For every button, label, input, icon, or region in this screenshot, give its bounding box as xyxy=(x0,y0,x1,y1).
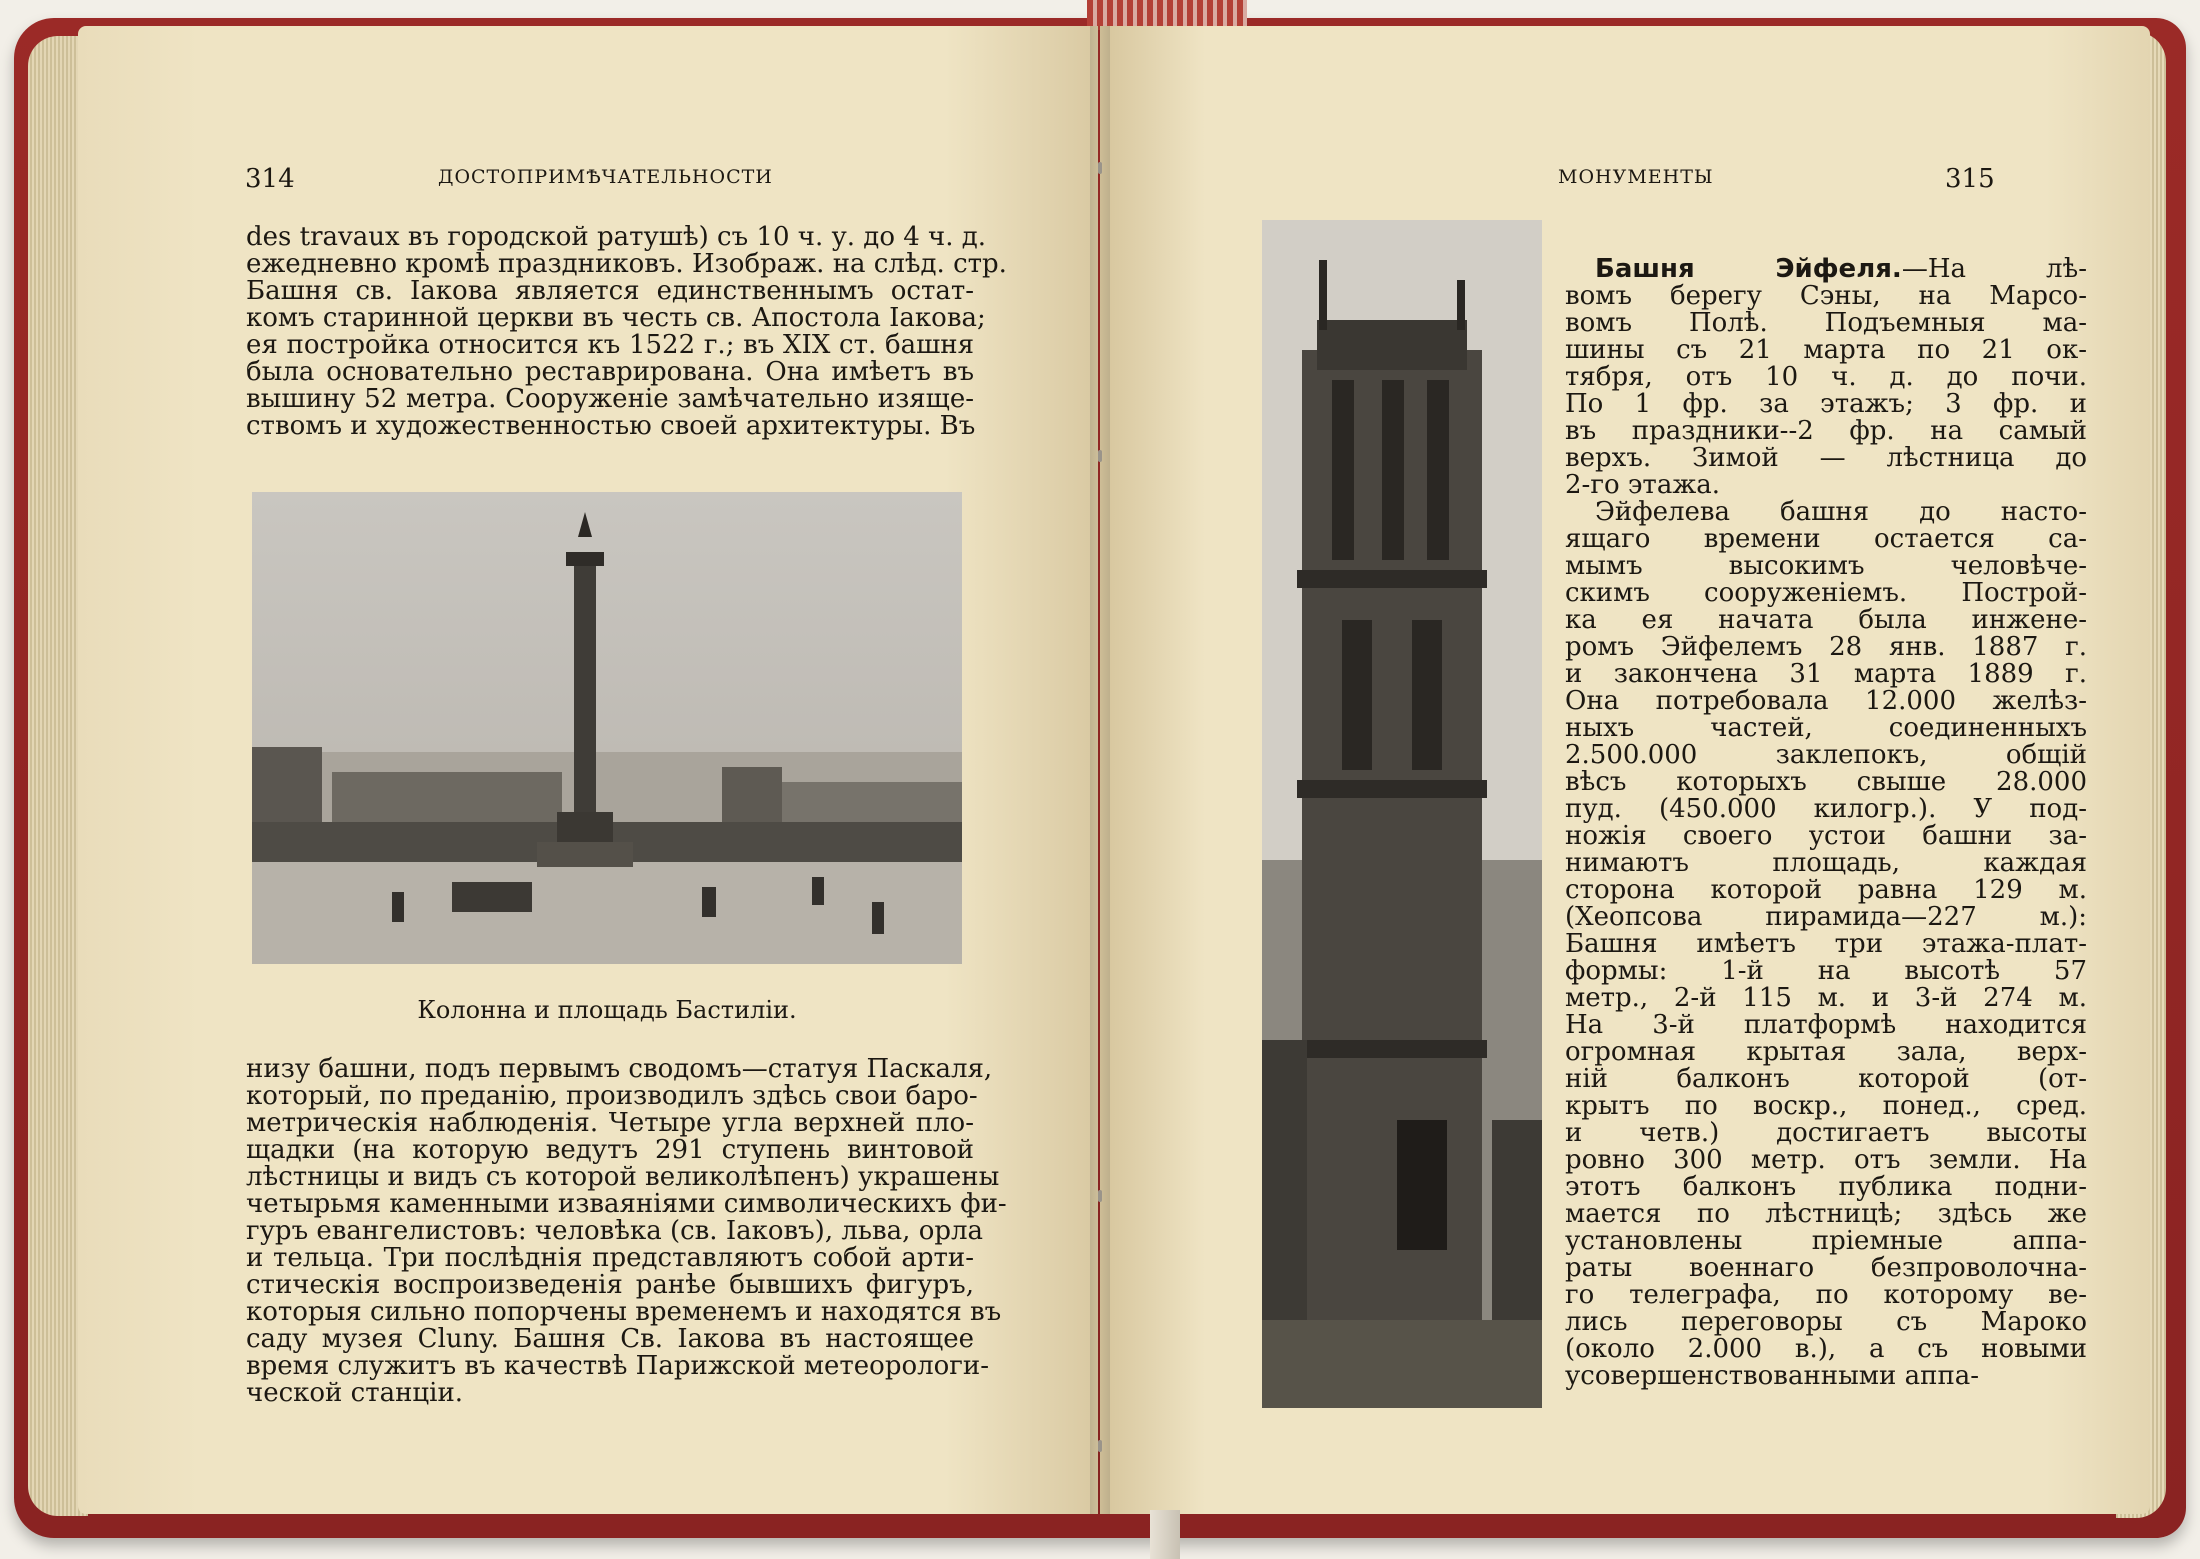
text-line: На 3-й платформѣ находится xyxy=(1565,1010,2087,1040)
text-line: время служитъ въ качествѣ Парижской метеорологи- xyxy=(246,1351,990,1381)
text-line: и четв.) достигаетъ высоты xyxy=(1565,1118,2087,1148)
text-line: нимаютъ площадь, каждая xyxy=(1565,848,2087,878)
text-line: усовершенствованными аппа- xyxy=(1565,1361,1980,1391)
text-line: скимъ сооруженіемъ. Построй- xyxy=(1565,578,2087,608)
page-number: 314 xyxy=(245,164,295,194)
text-line: которыя сильно попорчены временемъ и находятся въ xyxy=(246,1297,1002,1327)
text-line: была основательно реставрирована. Она имѣетъ въ xyxy=(246,357,974,387)
binding-stitch xyxy=(1098,162,1102,174)
section-heading: Башня Эйфеля. xyxy=(1595,254,1902,284)
text-fragment: —На лѣ- xyxy=(1901,254,2088,284)
text-line: низу башни, подъ первымъ сводомъ—статуя Паскаля, xyxy=(246,1054,993,1084)
text-line: и тельца. Три послѣднія представляютъ собой арти- xyxy=(246,1243,974,1273)
text-line: вышину 52 метра. Сооруженіе замѣчательно изяще- xyxy=(246,384,974,414)
text-line: сторона которой равна 129 м. xyxy=(1565,875,2087,905)
text-line: 2-го этажа. xyxy=(1565,470,1720,500)
text-line: (Хеопсова пирамида—227 м.): xyxy=(1565,902,2087,932)
text-line: ежедневно кромѣ праздниковъ. Изображ. на слѣд. стр. xyxy=(246,249,1007,279)
text-line: этотъ балконъ публика подни- xyxy=(1565,1172,2087,1202)
photo-tower-saint-jacques xyxy=(1262,220,1542,1408)
text-line: 2.500.000 заклепокъ, общій xyxy=(1565,740,2087,770)
text-line: ножія своего устои башни за- xyxy=(1565,821,2087,851)
text-line: Она потребовала 12.000 желѣз- xyxy=(1565,686,2087,716)
text-line: огромная крытая зала, верх- xyxy=(1565,1037,2087,1067)
text-line: четырьмя каменными изваяніями символическихъ фи- xyxy=(246,1189,1007,1219)
text-line: верхъ. Зимой — лѣстница до xyxy=(1565,443,2087,473)
photo-bastille-column xyxy=(252,492,962,964)
text-line: метрическія наблюденія. Четыре угла верхней пло- xyxy=(246,1108,974,1138)
text-line: лѣстницы и видъ съ которой великолѣпенъ) украшены xyxy=(246,1162,1000,1192)
text-line: des travaux въ городской ратушѣ) съ 10 ч. у. до 4 ч. д. xyxy=(246,222,987,252)
text-line: вомъ берегу Сэны, на Марсо- xyxy=(1565,281,2087,311)
page-number: 315 xyxy=(1945,164,1995,194)
book-gutter xyxy=(1090,26,1110,1514)
text-line: пуд. (450.000 килогр.). У под- xyxy=(1565,794,2087,824)
text-line: ческой станціи. xyxy=(246,1378,464,1408)
text-line: щадки (на которую ведутъ 291 ступень винтовой xyxy=(246,1135,974,1165)
text-line: Башня имѣетъ три этажа-плат- xyxy=(1565,929,2087,959)
text-line: комъ старинной церкви въ честь св. Апостола Іакова; xyxy=(246,303,986,333)
text-line: вѣсъ которыхъ свыше 28.000 xyxy=(1565,767,2087,797)
text-line: метр., 2-й 115 м. и 3-й 274 м. xyxy=(1565,983,2087,1013)
paragraph-bottom xyxy=(246,1054,1007,1408)
text-line: ея постройка относится къ 1522 г.; въ XIX ст. башня xyxy=(246,330,974,360)
text-line: формы: 1-й на высотѣ 57 xyxy=(1565,956,2087,986)
tower-image xyxy=(1262,220,1542,1408)
text-line: раты военнаго безпроволочна- xyxy=(1565,1253,2087,1283)
text-line: Башня св. Іакова является единственнымъ остат- xyxy=(246,276,974,306)
text-line: ствомъ и художественностью своей архитектуры. Въ xyxy=(246,411,976,441)
text-line: мымъ высокимъ человѣче- xyxy=(1565,551,2087,581)
text-line: и закончена 31 марта 1889 г. xyxy=(1565,659,2087,689)
text-line: саду музея Cluny. Башня Св. Іакова въ настоящее xyxy=(246,1324,974,1354)
text-line: тября, отъ 10 ч. д. до почи. xyxy=(1565,362,2087,392)
binding-stitch xyxy=(1098,1190,1102,1202)
bookmark-ribbon-bottom xyxy=(1150,1510,1180,1559)
text-line: ка ея начата была инжене- xyxy=(1565,605,2087,635)
text-line: крытъ по воскр., понед., сред. xyxy=(1565,1091,2087,1121)
text-line: въ праздники--2 фр. на самый xyxy=(1565,416,2087,446)
paragraph-eiffel xyxy=(1565,256,2087,1390)
text-line: го телеграфа, по которому ве- xyxy=(1565,1280,2087,1310)
text-line: (около 2.000 в.), а съ новыми xyxy=(1565,1334,2087,1364)
paragraph-top xyxy=(246,222,1007,441)
text-line: установлены пріемные аппа- xyxy=(1565,1226,2087,1256)
text-line: ній балконъ которой (от- xyxy=(1565,1064,2087,1094)
binding-stitch xyxy=(1098,450,1102,462)
text-line: лись переговоры съ Мароко xyxy=(1565,1307,2087,1337)
text-line: ящаго времени остается са- xyxy=(1565,524,2087,554)
text-line: ромъ Эйфелемъ 28 янв. 1887 г. xyxy=(1565,632,2087,662)
text-line: шины съ 21 марта по 21 ок- xyxy=(1565,335,2087,365)
text-line: гуръ евангелистовъ: человѣка (св. Іаковъ), льва, орла xyxy=(246,1216,984,1246)
text-line xyxy=(1565,256,2087,283)
left-page xyxy=(78,26,1098,1514)
text-line: который, по преданію, производилъ здѣсь свои баро- xyxy=(246,1081,978,1111)
right-page xyxy=(1100,26,2150,1514)
text-line: Эйфелева башня до насто- xyxy=(1595,497,2087,527)
text-line: По 1 фр. за этажъ; 3 фр. и xyxy=(1565,389,2087,419)
photo-caption: Колонна и площадь Бастиліи. xyxy=(417,996,797,1024)
bastille-image xyxy=(252,492,962,964)
running-head: МОНУМЕНТЫ xyxy=(1558,166,1714,188)
text-line: ровно 300 метр. отъ земли. На xyxy=(1565,1145,2087,1175)
running-head: ДОСТОПРИМѢЧАТЕЛЬНОСТИ xyxy=(438,166,773,188)
binding-stitch xyxy=(1098,1440,1102,1452)
text-line: стическія воспроизведенія ранѣе бывшихъ фигуръ, xyxy=(246,1270,974,1300)
text-line: ныхъ частей, соединенныхъ xyxy=(1565,713,2087,743)
text-line: вомъ Полѣ. Подъемныя ма- xyxy=(1565,308,2087,338)
text-line: мается по лѣстницѣ; здѣсь же xyxy=(1565,1199,2087,1229)
